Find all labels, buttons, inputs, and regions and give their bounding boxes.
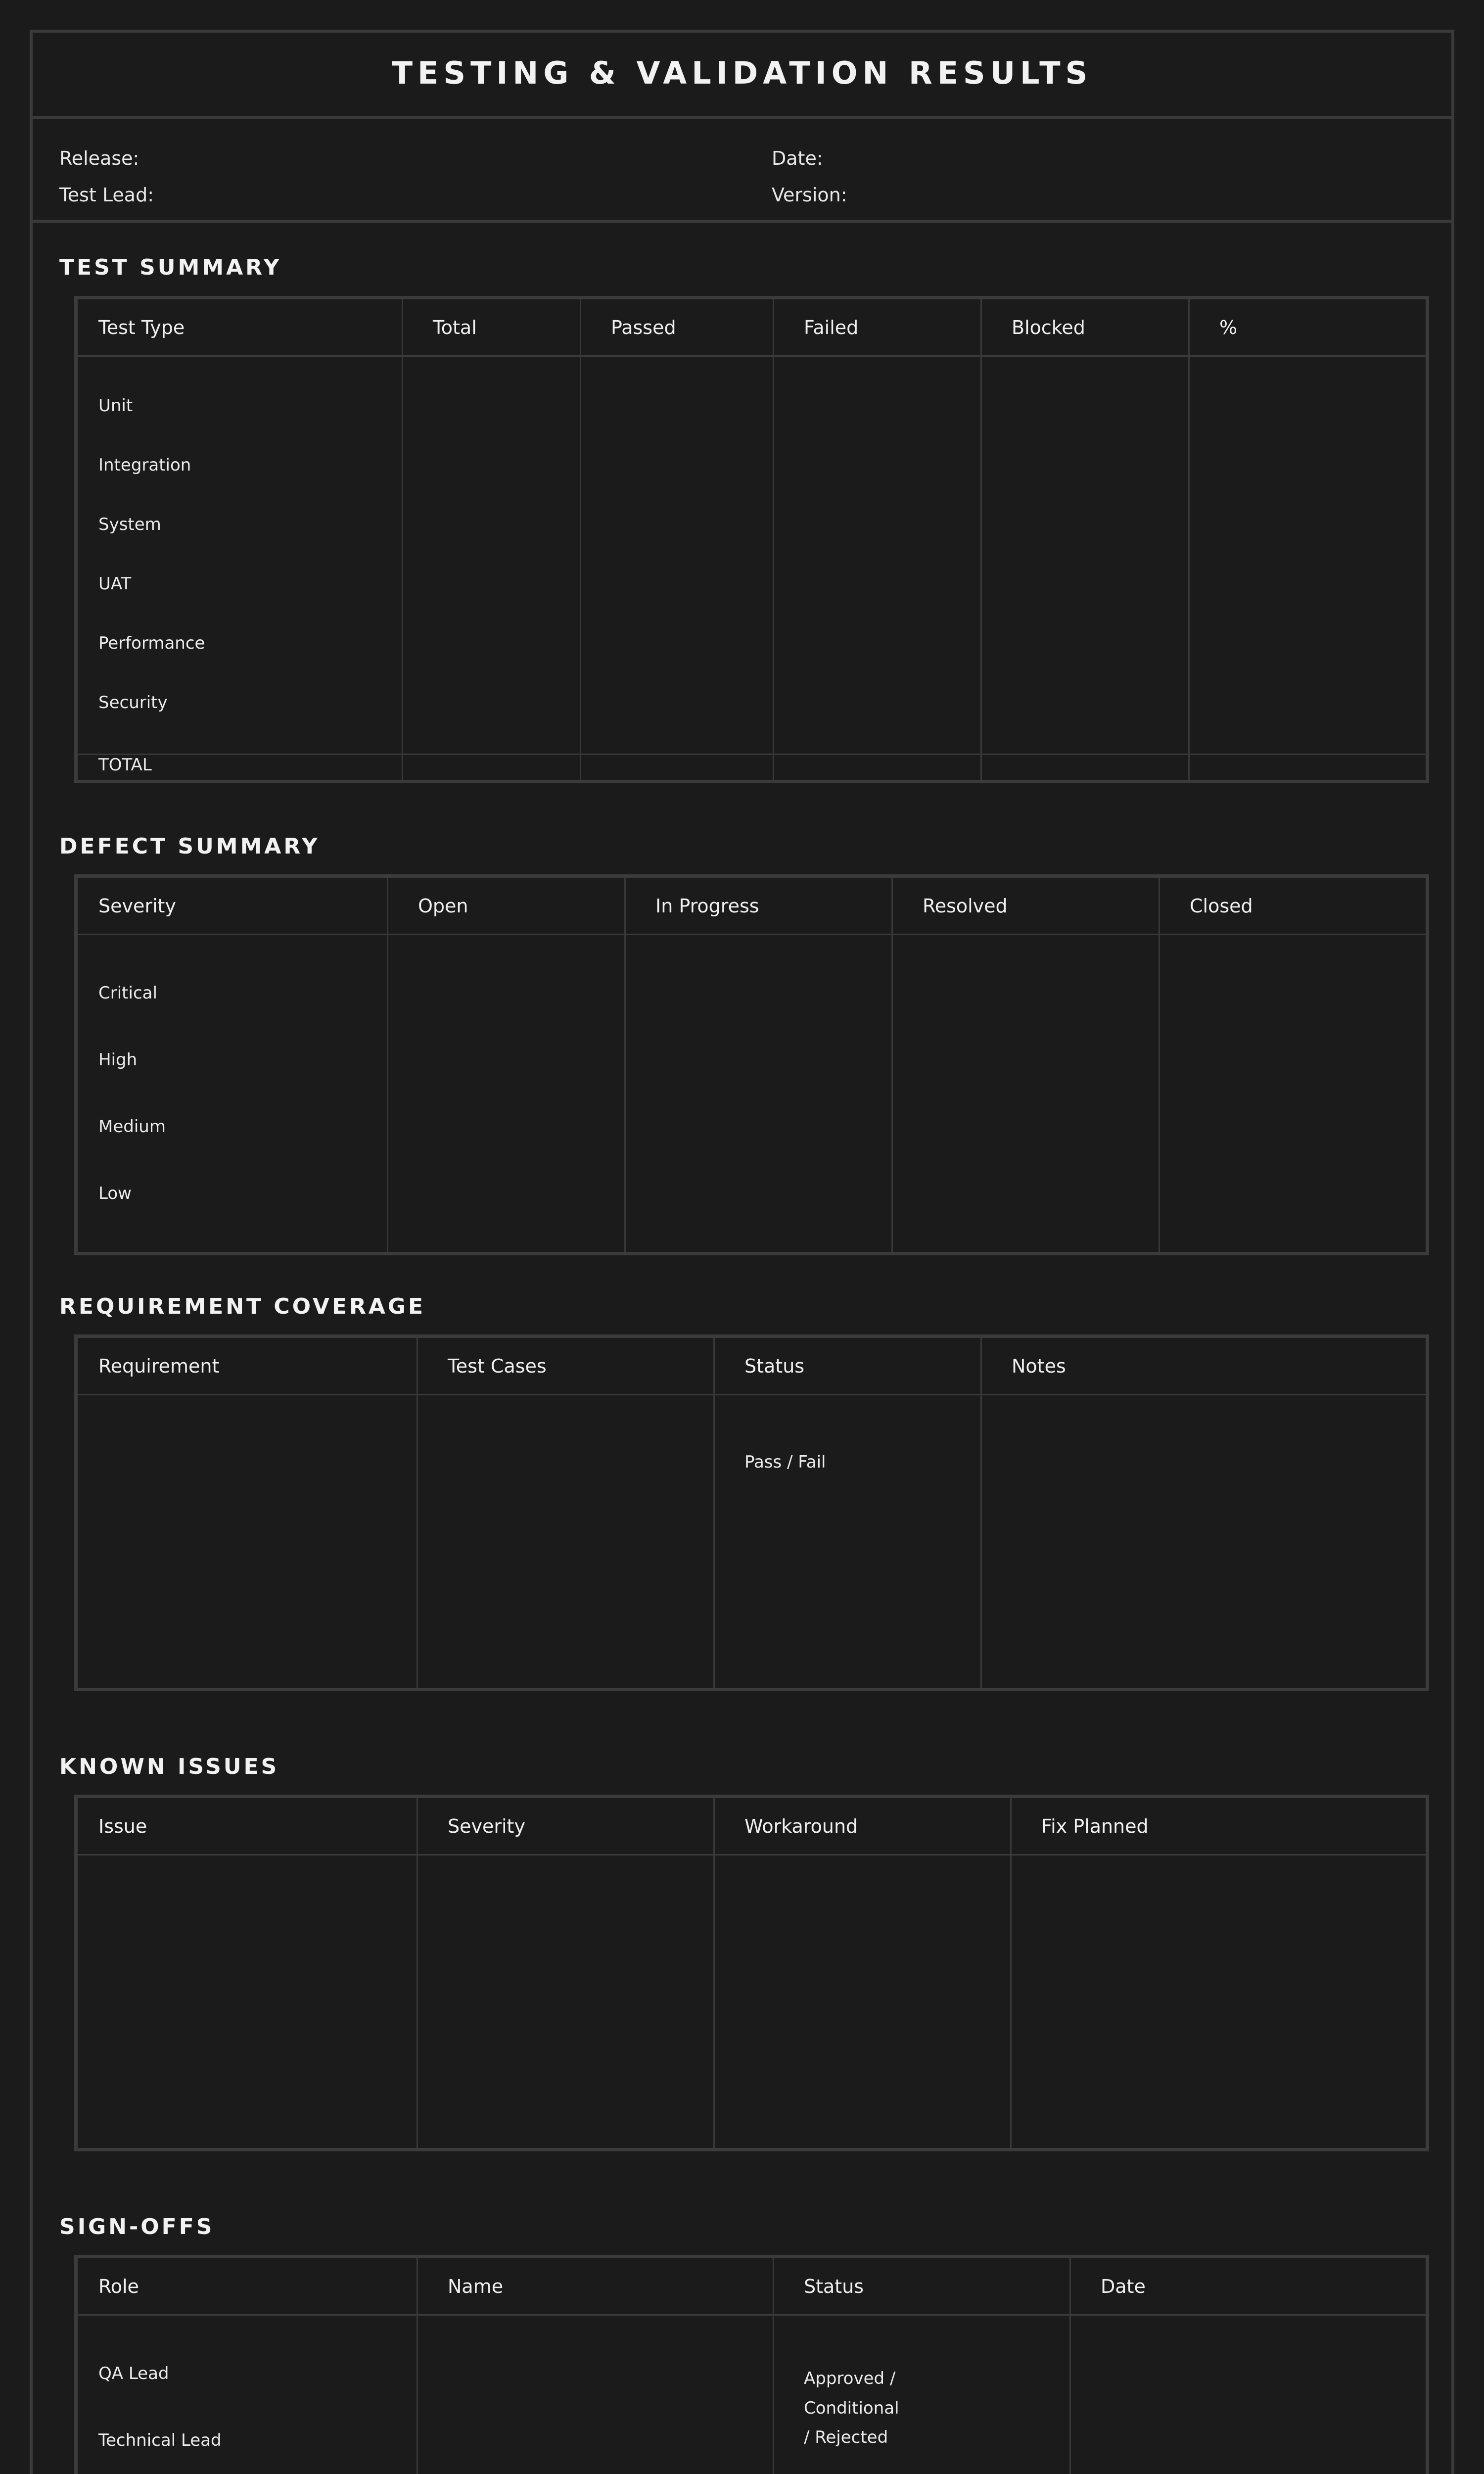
column-header: Test Cases	[417, 1336, 714, 1395]
in-progress-cell[interactable]	[625, 935, 892, 1254]
blocked-cell[interactable]	[981, 356, 1189, 755]
meta-section	[30, 119, 1454, 223]
table-header-row	[76, 298, 1428, 356]
test-type-cell	[76, 356, 403, 755]
status-placeholder: Pass / Fail	[744, 1452, 826, 1472]
notes-cell[interactable]	[981, 1395, 1428, 1690]
list-item: UAT	[98, 574, 132, 594]
list-item: Integration	[98, 455, 191, 475]
column-header: Notes	[981, 1336, 1428, 1395]
total-cell[interactable]	[403, 356, 581, 755]
column-header: Test Type	[76, 298, 403, 356]
column-header: Severity	[417, 1797, 714, 1855]
requirement-coverage-heading: REQUIREMENT COVERAGE	[59, 1294, 426, 1319]
column-header: Name	[417, 2257, 774, 2315]
column-header: Resolved	[892, 876, 1159, 935]
list-item: System	[98, 515, 161, 534]
sign-offs-heading: SIGN-OFFS	[59, 2214, 215, 2239]
list-item: Low	[98, 1184, 132, 1203]
role-cell	[76, 2315, 417, 2474]
total-sum-cell[interactable]	[403, 755, 581, 782]
document-title: TESTING & VALIDATION RESULTS	[391, 54, 1093, 91]
table-row	[76, 1855, 1428, 2150]
column-header: Status	[774, 2257, 1070, 2315]
title-bar	[30, 30, 1454, 119]
name-cell[interactable]	[417, 2315, 774, 2474]
column-header: Issue	[76, 1797, 417, 1855]
table-row	[76, 935, 1428, 1254]
column-header: Requirement	[76, 1336, 417, 1395]
requirement-cell[interactable]	[76, 1395, 417, 1690]
table-row	[76, 2315, 1428, 2474]
column-header: Status	[714, 1336, 981, 1395]
list-item: High	[98, 1050, 138, 1070]
known-issues-table	[74, 1795, 1429, 2151]
status-line: / Rejected	[804, 2427, 888, 2447]
known-issues-heading: KNOWN ISSUES	[59, 1754, 279, 1779]
workaround-cell[interactable]	[714, 1855, 1011, 2150]
list-item: Security	[98, 693, 168, 713]
test-cases-cell[interactable]	[417, 1395, 714, 1690]
fix-planned-cell[interactable]	[1011, 1855, 1428, 2150]
closed-cell[interactable]	[1159, 935, 1428, 1254]
test-summary-table	[74, 296, 1429, 783]
test-lead-label: Test Lead:	[59, 184, 154, 206]
status-line: Approved /	[804, 2369, 896, 2388]
column-header: Severity	[76, 876, 388, 935]
version-label: Version:	[772, 184, 847, 206]
list-item: Critical	[98, 983, 157, 1003]
list-item: Performance	[98, 633, 205, 653]
table-row	[76, 1395, 1428, 1690]
list-item: QA Lead	[98, 2364, 169, 2383]
passed-sum-cell[interactable]	[581, 755, 774, 782]
percent-sum-cell[interactable]	[1189, 755, 1428, 782]
defect-summary-table	[74, 874, 1429, 1255]
column-header: Workaround	[714, 1797, 1011, 1855]
status-line: Conditional	[804, 2398, 899, 2418]
column-header: %	[1189, 298, 1428, 356]
column-header: Role	[76, 2257, 417, 2315]
total-label: TOTAL	[76, 755, 403, 782]
status-options	[804, 2316, 1069, 2453]
column-header: Failed	[774, 298, 981, 356]
severity-cell	[76, 935, 388, 1254]
table-header-row	[76, 1336, 1428, 1395]
column-header: Total	[403, 298, 581, 356]
test-summary-heading: TEST SUMMARY	[59, 255, 282, 280]
table-header-row	[76, 876, 1428, 935]
sign-offs-table	[74, 2255, 1429, 2474]
date-label: Date:	[772, 147, 823, 169]
status-cell[interactable]	[774, 2315, 1070, 2474]
total-row	[76, 755, 1428, 782]
requirement-coverage-table	[74, 1334, 1429, 1691]
column-header: Passed	[581, 298, 774, 356]
percent-cell[interactable]	[1189, 356, 1428, 755]
issue-cell[interactable]	[76, 1855, 417, 2150]
column-header: Closed	[1159, 876, 1428, 935]
list-item: Technical Lead	[98, 2430, 222, 2450]
column-header: Open	[388, 876, 625, 935]
status-cell[interactable]	[714, 1395, 981, 1690]
defect-summary-heading: DEFECT SUMMARY	[59, 834, 320, 859]
blocked-sum-cell[interactable]	[981, 755, 1189, 782]
column-header: Blocked	[981, 298, 1189, 356]
failed-cell[interactable]	[774, 356, 981, 755]
column-header: Fix Planned	[1011, 1797, 1428, 1855]
date-cell[interactable]	[1070, 2315, 1428, 2474]
passed-cell[interactable]	[581, 356, 774, 755]
table-header-row	[76, 2257, 1428, 2315]
failed-sum-cell[interactable]	[774, 755, 981, 782]
column-header: Date	[1070, 2257, 1428, 2315]
release-label: Release:	[59, 147, 139, 169]
list-item: Unit	[98, 396, 133, 416]
open-cell[interactable]	[388, 935, 625, 1254]
table-header-row	[76, 1797, 1428, 1855]
severity-cell[interactable]	[417, 1855, 714, 2150]
list-item: Medium	[98, 1117, 166, 1137]
column-header: In Progress	[625, 876, 892, 935]
table-row	[76, 356, 1428, 755]
resolved-cell[interactable]	[892, 935, 1159, 1254]
